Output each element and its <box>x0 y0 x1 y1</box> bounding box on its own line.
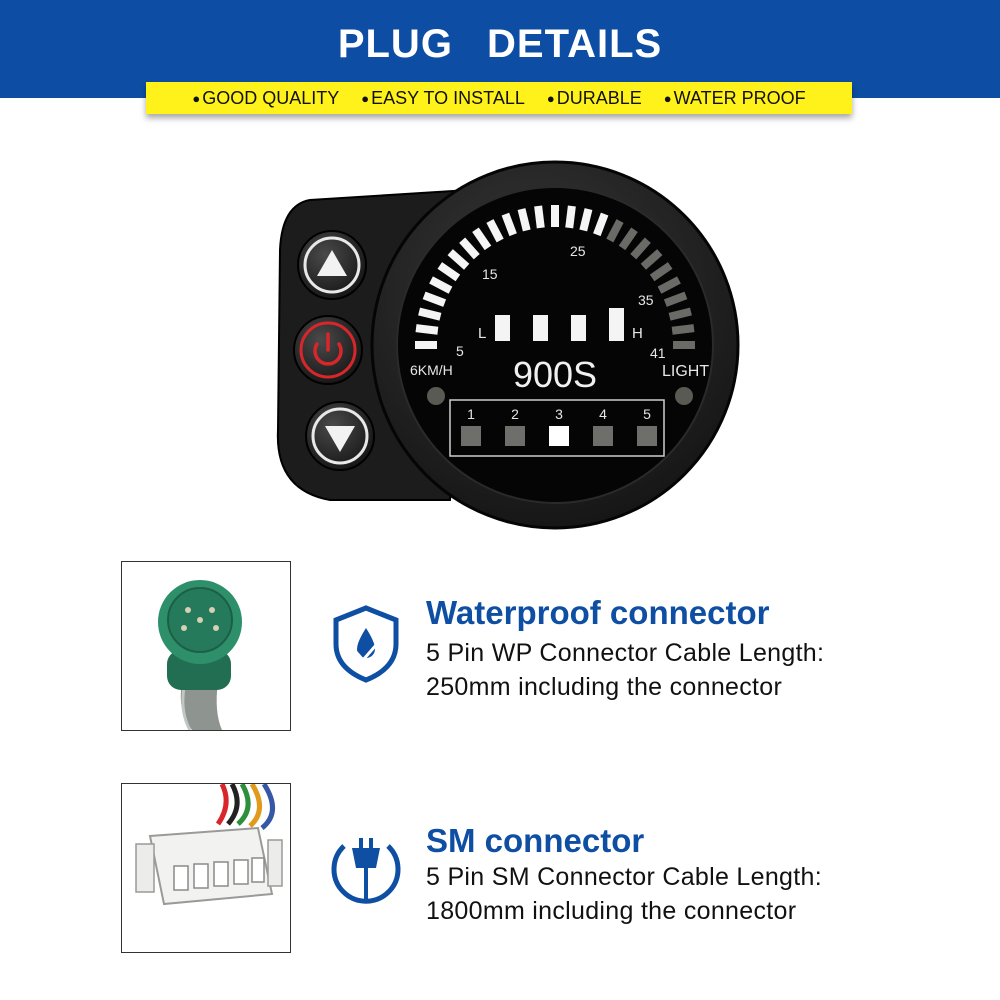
light-label: LIGHT <box>662 363 710 380</box>
plug-icon <box>330 828 402 908</box>
svg-text:5: 5 <box>643 406 651 422</box>
page-title: PLUG DETAILS <box>337 22 663 66</box>
svg-text:1: 1 <box>467 406 475 422</box>
low-label: L <box>478 325 487 342</box>
speed-segment <box>538 206 541 228</box>
waterproof-connector-desc-line-2: 250mm including the connector <box>426 673 783 701</box>
power-bar <box>609 308 624 341</box>
sm-connector-photo <box>121 783 291 953</box>
level-led-active <box>549 426 569 446</box>
level-led <box>461 426 481 446</box>
svg-text:3: 3 <box>555 406 563 422</box>
scale-label-15: 15 <box>482 266 498 282</box>
display-unit <box>270 160 740 530</box>
svg-text:4: 4 <box>599 406 607 422</box>
model-label: 900S <box>512 354 598 395</box>
display-product-image <box>270 160 740 530</box>
feature-water-proof: ● WATER PROOF <box>664 88 806 109</box>
power-bar <box>533 315 548 341</box>
high-label: H <box>632 325 643 342</box>
speed-segment <box>672 328 694 331</box>
level-led <box>593 426 613 446</box>
sm-connector-desc-line-2: 1800mm including the connector <box>426 897 797 925</box>
scale-label-5: 5 <box>456 343 464 359</box>
feature-durable: ● DURABLE <box>547 88 642 109</box>
light-indicator <box>427 387 445 405</box>
water-shield-icon <box>330 604 402 684</box>
speed-unit-label: 6KM/H <box>410 362 453 378</box>
speed-segment <box>670 311 691 316</box>
waterproof-connector-desc-line-1: 5 Pin WP Connector Cable Length: <box>426 639 825 667</box>
speed-segment <box>419 311 440 316</box>
power-bar <box>571 315 586 341</box>
light-indicator <box>675 387 693 405</box>
power-bar <box>495 315 510 341</box>
speed-segment <box>583 209 588 230</box>
scale-label-25: 25 <box>570 243 586 259</box>
level-led <box>505 426 525 446</box>
feature-good-quality: ● GOOD QUALITY <box>192 88 339 109</box>
sm-connector-desc-line-1: 5 Pin SM Connector Cable Length: <box>426 863 822 891</box>
feature-easy-install: ● EASY TO INSTALL <box>361 88 525 109</box>
scale-label-35: 35 <box>638 292 654 308</box>
level-led <box>637 426 657 446</box>
waterproof-connector-title: Waterproof connector <box>426 594 770 631</box>
speed-segment <box>416 328 438 331</box>
svg-text:2: 2 <box>511 406 519 422</box>
speed-segment <box>569 206 572 228</box>
speed-segment <box>521 209 526 230</box>
feature-strip <box>146 82 852 114</box>
scale-label-41: 41 <box>650 345 666 361</box>
waterproof-connector-photo <box>121 561 291 731</box>
sm-connector-title: SM connector <box>426 822 645 859</box>
